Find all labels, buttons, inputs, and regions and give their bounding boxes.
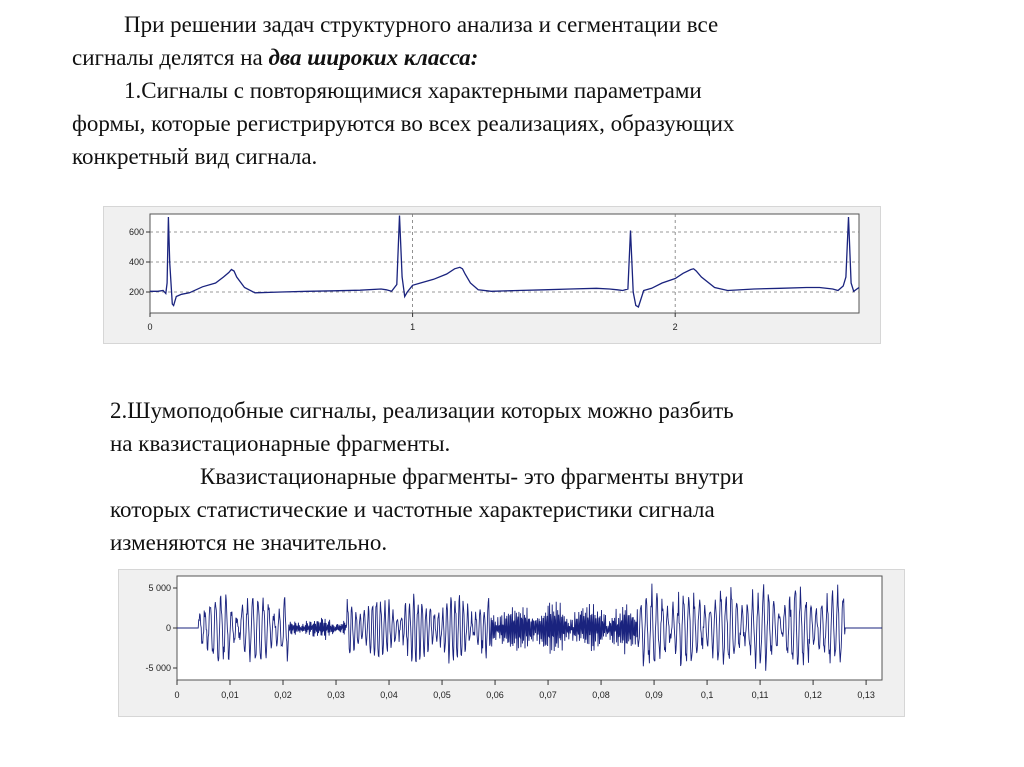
noise-y-tick-label: 5 000: [148, 583, 171, 593]
item-1-line-3: конкретный вид сигнала.: [72, 144, 318, 169]
item-1-line-2: формы, которые регистрируются во всех реализациях, образующих: [72, 111, 735, 136]
intro-line-1: При решении задач структурного анализа и сегментации все: [124, 12, 719, 37]
noise-x-tick-label: 0,1: [700, 690, 714, 700]
noise-chart: [119, 570, 904, 716]
definition-line-3: изменяются не значительно.: [110, 530, 388, 555]
intro-paragraph: [72, 8, 932, 173]
noise-x-tick-label: 0: [174, 690, 180, 700]
intro-emphasis: два широких класса:: [268, 45, 479, 70]
noise-chart-panel: [118, 569, 905, 717]
noise-x-tick-label: 0,02: [274, 690, 292, 700]
noise-x-tick-label: 0,08: [592, 690, 610, 700]
definition-line-1: Квазистационарные фрагменты- это фрагменты внутри: [200, 464, 744, 489]
item-2-line-1: 2.Шумоподобные сигналы, реализации которых можно разбить: [110, 398, 734, 423]
noise-x-tick-label: 0,07: [539, 690, 557, 700]
noise-x-tick-label: 0,06: [486, 690, 504, 700]
item-1-line-1: 1.Сигналы с повторяющимися характерными параметрами: [124, 78, 702, 103]
noise-x-tick-label: 0,09: [645, 690, 663, 700]
noise-x-tick-label: 0,01: [221, 690, 239, 700]
ecg-chart-panel: [103, 206, 881, 344]
definition-line-2: которых статистические и частотные характеристики сигнала: [110, 497, 715, 522]
noise-x-ticks: [174, 680, 874, 700]
item-2-paragraph: [110, 394, 910, 559]
noise-x-tick-label: 0,05: [433, 690, 451, 700]
noise-x-tick-label: 0,13: [857, 690, 875, 700]
ecg-y-tick-label: 600: [128, 227, 144, 237]
noise-x-tick-label: 0,11: [751, 690, 769, 700]
intro-line-2: сигналы делятся на: [72, 45, 269, 70]
ecg-y-tick-label: 400: [128, 257, 144, 267]
ecg-chart: [104, 207, 880, 343]
ecg-plot-area: [150, 214, 859, 313]
ecg-x-tick-label: 0: [147, 322, 153, 332]
noise-x-tick-label: 0,04: [380, 690, 398, 700]
noise-x-tick-label: 0,12: [804, 690, 822, 700]
ecg-x-ticks: [147, 313, 677, 332]
ecg-y-tick-label: 200: [128, 287, 144, 297]
noise-x-tick-label: 0,03: [327, 690, 345, 700]
noise-y-ticks: [145, 583, 177, 673]
ecg-y-ticks: [129, 227, 150, 297]
ecg-x-tick-label: 2: [672, 322, 678, 332]
noise-y-tick-label: 0: [165, 623, 171, 633]
noise-y-tick-label: -5 000: [145, 663, 171, 673]
ecg-x-tick-label: 1: [410, 322, 416, 332]
item-2-line-2: на квазистационарные фрагменты.: [110, 431, 451, 456]
